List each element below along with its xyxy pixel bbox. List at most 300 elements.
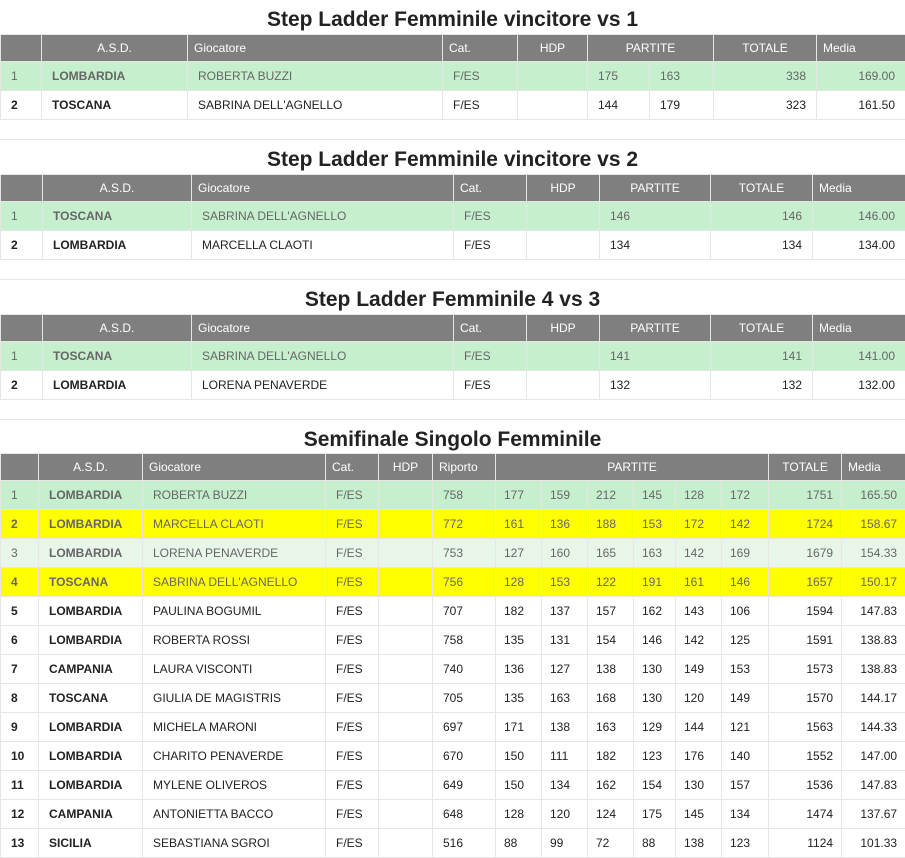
header-cat: Cat.: [443, 35, 518, 62]
average-cell: 146.00: [813, 202, 905, 231]
player-cell: LAURA VISCONTI: [143, 655, 326, 684]
total-cell: 141: [711, 342, 813, 371]
player-cell: LORENA PENAVERDE: [192, 371, 454, 400]
header-hdp: HDP: [518, 35, 588, 62]
player-cell: MARCELLA CLAOTI: [143, 510, 326, 539]
header-giocatore: Giocatore: [192, 175, 454, 202]
game-cell: 160: [542, 539, 588, 568]
hdp-cell: [379, 481, 433, 510]
game-cell: 143: [676, 597, 722, 626]
average-cell: 144.17: [842, 684, 905, 713]
game-cell: 159: [542, 481, 588, 510]
game-cell: 162: [588, 771, 634, 800]
section-title: Step Ladder Femminile 4 vs 3: [0, 287, 905, 313]
category-cell: F/ES: [454, 342, 527, 371]
category-cell: F/ES: [326, 597, 379, 626]
asd-cell: TOSCANA: [39, 568, 143, 597]
header-totale: TOTALE: [769, 454, 842, 481]
player-cell: PAULINA BOGUMIL: [143, 597, 326, 626]
total-cell: 1573: [769, 655, 842, 684]
player-cell: MYLENE OLIVEROS: [143, 771, 326, 800]
category-cell: F/ES: [326, 539, 379, 568]
game-cell: 182: [588, 742, 634, 771]
total-cell: 1679: [769, 539, 842, 568]
position-cell: 3: [1, 539, 39, 568]
game-cell: 171: [496, 713, 542, 742]
header-pos: [1, 175, 43, 202]
category-cell: F/ES: [454, 202, 527, 231]
riporto-cell: 753: [433, 539, 496, 568]
table-row: [1, 742, 905, 771]
table-header: [1, 175, 905, 202]
game-cell: 123: [634, 742, 676, 771]
game-cell: 72: [588, 829, 634, 858]
position-cell: 11: [1, 771, 39, 800]
position-cell: 2: [1, 371, 43, 400]
category-cell: F/ES: [326, 655, 379, 684]
riporto-cell: 740: [433, 655, 496, 684]
game-cell: 130: [676, 771, 722, 800]
hdp-cell: [527, 371, 600, 400]
game-cell: 162: [634, 597, 676, 626]
player-cell: SABRINA DELL'AGNELLO: [188, 91, 443, 120]
game-cell: 142: [722, 510, 769, 539]
table-row: [1, 800, 905, 829]
total-cell: 1124: [769, 829, 842, 858]
game-cell: 129: [634, 713, 676, 742]
game-cell: 153: [634, 510, 676, 539]
position-cell: 6: [1, 626, 39, 655]
table-row: [1, 655, 905, 684]
hdp-cell: [518, 62, 588, 91]
asd-cell: TOSCANA: [42, 91, 188, 120]
table-row: [1, 231, 905, 260]
game-cell: 134: [542, 771, 588, 800]
header-asd: A.S.D.: [39, 454, 143, 481]
player-cell: MARCELLA CLAOTI: [192, 231, 454, 260]
table-body: [1, 62, 905, 120]
hdp-cell: [379, 510, 433, 539]
player-cell: LORENA PENAVERDE: [143, 539, 326, 568]
hdp-cell: [379, 655, 433, 684]
game-cell: 128: [676, 481, 722, 510]
total-cell: 1724: [769, 510, 842, 539]
player-cell: ROBERTA ROSSI: [143, 626, 326, 655]
table-body: [1, 342, 905, 400]
asd-cell: LOMBARDIA: [39, 510, 143, 539]
game-cell: 149: [722, 684, 769, 713]
game-cell: 163: [542, 684, 588, 713]
game-cell: 120: [676, 684, 722, 713]
hdp-cell: [379, 684, 433, 713]
section-title: Step Ladder Femminile vincitore vs 1: [0, 7, 905, 33]
average-cell: 169.00: [817, 62, 905, 91]
category-cell: F/ES: [326, 568, 379, 597]
average-cell: 147.83: [842, 771, 905, 800]
asd-cell: SICILIA: [39, 829, 143, 858]
category-cell: F/ES: [454, 371, 527, 400]
table-row: [1, 829, 905, 858]
hdp-cell: [379, 568, 433, 597]
position-cell: 10: [1, 742, 39, 771]
game-cell: 130: [634, 684, 676, 713]
table-header: [1, 35, 905, 62]
asd-cell: TOSCANA: [39, 684, 143, 713]
table-row: [1, 597, 905, 626]
game-cell: 142: [676, 539, 722, 568]
header-media: Media: [817, 35, 905, 62]
position-cell: 1: [1, 342, 43, 371]
total-cell: 1570: [769, 684, 842, 713]
category-cell: F/ES: [443, 91, 518, 120]
game-cell: 163: [634, 539, 676, 568]
header-totale: TOTALE: [714, 35, 817, 62]
player-cell: MICHELA MARONI: [143, 713, 326, 742]
total-cell: 1552: [769, 742, 842, 771]
game-cell: 172: [722, 481, 769, 510]
hdp-cell: [527, 202, 600, 231]
header-hdp: HDP: [527, 315, 600, 342]
game-cell: 138: [676, 829, 722, 858]
average-cell: 141.00: [813, 342, 905, 371]
category-cell: F/ES: [454, 231, 527, 260]
game-cell: 154: [588, 626, 634, 655]
section-vincitore-vs-1: [0, 0, 905, 120]
player-cell: SABRINA DELL'AGNELLO: [143, 568, 326, 597]
category-cell: F/ES: [443, 62, 518, 91]
average-cell: 132.00: [813, 371, 905, 400]
header-totale: TOTALE: [711, 315, 813, 342]
game-cell: 144: [588, 91, 650, 120]
header-cat: Cat.: [326, 454, 379, 481]
table-row: [1, 62, 905, 91]
game-cell: 144: [676, 713, 722, 742]
table-row: [1, 684, 905, 713]
player-cell: ANTONIETTA BACCO: [143, 800, 326, 829]
total-cell: 323: [714, 91, 817, 120]
position-cell: 2: [1, 510, 39, 539]
game-cell: 137: [542, 597, 588, 626]
section-4-vs-3: [0, 279, 905, 400]
table-row: [1, 510, 905, 539]
game-cell: 134: [600, 231, 711, 260]
game-cell: 172: [676, 510, 722, 539]
game-cell: 136: [496, 655, 542, 684]
table-header: [1, 454, 905, 481]
average-cell: 138.83: [842, 626, 905, 655]
header-riporto: Riporto: [433, 454, 496, 481]
average-cell: 147.83: [842, 597, 905, 626]
asd-cell: LOMBARDIA: [39, 742, 143, 771]
position-cell: 13: [1, 829, 39, 858]
position-cell: 1: [1, 202, 43, 231]
total-cell: 146: [711, 202, 813, 231]
average-cell: 101.33: [842, 829, 905, 858]
header-totale: TOTALE: [711, 175, 813, 202]
game-cell: 88: [634, 829, 676, 858]
asd-cell: LOMBARDIA: [43, 231, 192, 260]
riporto-cell: 772: [433, 510, 496, 539]
position-cell: 5: [1, 597, 39, 626]
total-cell: 132: [711, 371, 813, 400]
game-cell: 138: [588, 655, 634, 684]
game-cell: 124: [588, 800, 634, 829]
hdp-cell: [379, 771, 433, 800]
section-vincitore-vs-2: [0, 139, 905, 260]
table-header: [1, 315, 905, 342]
header-media: Media: [813, 315, 905, 342]
game-cell: 179: [650, 91, 714, 120]
header-cat: Cat.: [454, 175, 527, 202]
game-cell: 145: [676, 800, 722, 829]
total-cell: 1594: [769, 597, 842, 626]
header-partite: PARTITE: [588, 35, 714, 62]
game-cell: 168: [588, 684, 634, 713]
game-cell: 163: [588, 713, 634, 742]
average-cell: 158.67: [842, 510, 905, 539]
average-cell: 147.00: [842, 742, 905, 771]
header-cat: Cat.: [454, 315, 527, 342]
average-cell: 138.83: [842, 655, 905, 684]
asd-cell: LOMBARDIA: [42, 62, 188, 91]
table-row: [1, 771, 905, 800]
asd-cell: CAMPANIA: [39, 655, 143, 684]
asd-cell: LOMBARDIA: [39, 539, 143, 568]
total-cell: 1536: [769, 771, 842, 800]
header-partite: PARTITE: [600, 315, 711, 342]
results-table: [0, 174, 905, 260]
game-cell: 120: [542, 800, 588, 829]
average-cell: 161.50: [817, 91, 905, 120]
category-cell: F/ES: [326, 684, 379, 713]
game-cell: 130: [634, 655, 676, 684]
average-cell: 144.33: [842, 713, 905, 742]
game-cell: 134: [722, 800, 769, 829]
game-cell: 165: [588, 539, 634, 568]
hdp-cell: [379, 626, 433, 655]
game-cell: 127: [496, 539, 542, 568]
riporto-cell: 670: [433, 742, 496, 771]
player-cell: GIULIA DE MAGISTRIS: [143, 684, 326, 713]
game-cell: 191: [634, 568, 676, 597]
game-cell: 161: [676, 568, 722, 597]
game-cell: 163: [650, 62, 714, 91]
game-cell: 135: [496, 684, 542, 713]
hdp-cell: [379, 597, 433, 626]
game-cell: 175: [588, 62, 650, 91]
game-cell: 128: [496, 568, 542, 597]
total-cell: 134: [711, 231, 813, 260]
riporto-cell: 648: [433, 800, 496, 829]
game-cell: 146: [600, 202, 711, 231]
total-cell: 1657: [769, 568, 842, 597]
category-cell: F/ES: [326, 771, 379, 800]
game-cell: 88: [496, 829, 542, 858]
riporto-cell: 705: [433, 684, 496, 713]
game-cell: 150: [496, 742, 542, 771]
average-cell: 165.50: [842, 481, 905, 510]
riporto-cell: 516: [433, 829, 496, 858]
section-semifinale: [0, 419, 905, 858]
game-cell: 136: [542, 510, 588, 539]
asd-cell: LOMBARDIA: [39, 626, 143, 655]
game-cell: 175: [634, 800, 676, 829]
header-media: Media: [813, 175, 905, 202]
table-row: [1, 539, 905, 568]
hdp-cell: [379, 742, 433, 771]
position-cell: 12: [1, 800, 39, 829]
position-cell: 1: [1, 62, 42, 91]
table-row: [1, 568, 905, 597]
player-cell: ROBERTA BUZZI: [188, 62, 443, 91]
header-media: Media: [842, 454, 905, 481]
game-cell: 132: [600, 371, 711, 400]
riporto-cell: 649: [433, 771, 496, 800]
total-cell: 338: [714, 62, 817, 91]
game-cell: 135: [496, 626, 542, 655]
player-cell: SABRINA DELL'AGNELLO: [192, 202, 454, 231]
asd-cell: LOMBARDIA: [39, 713, 143, 742]
average-cell: 150.17: [842, 568, 905, 597]
game-cell: 140: [722, 742, 769, 771]
game-cell: 99: [542, 829, 588, 858]
game-cell: 145: [634, 481, 676, 510]
hdp-cell: [527, 231, 600, 260]
game-cell: 142: [676, 626, 722, 655]
game-cell: 157: [588, 597, 634, 626]
results-table: [0, 314, 905, 400]
player-cell: SABRINA DELL'AGNELLO: [192, 342, 454, 371]
game-cell: 106: [722, 597, 769, 626]
category-cell: F/ES: [326, 481, 379, 510]
position-cell: 8: [1, 684, 39, 713]
header-giocatore: Giocatore: [192, 315, 454, 342]
game-cell: 169: [722, 539, 769, 568]
header-asd: A.S.D.: [42, 35, 188, 62]
header-asd: A.S.D.: [43, 175, 192, 202]
results-table: [0, 453, 905, 858]
position-cell: 2: [1, 231, 43, 260]
hdp-cell: [379, 539, 433, 568]
game-cell: 182: [496, 597, 542, 626]
total-cell: 1591: [769, 626, 842, 655]
game-cell: 150: [496, 771, 542, 800]
asd-cell: LOMBARDIA: [43, 371, 192, 400]
riporto-cell: 707: [433, 597, 496, 626]
position-cell: 7: [1, 655, 39, 684]
asd-cell: CAMPANIA: [39, 800, 143, 829]
category-cell: F/ES: [326, 742, 379, 771]
position-cell: 2: [1, 91, 42, 120]
category-cell: F/ES: [326, 829, 379, 858]
game-cell: 123: [722, 829, 769, 858]
table-body: [1, 481, 905, 858]
game-cell: 131: [542, 626, 588, 655]
table-row: [1, 91, 905, 120]
game-cell: 161: [496, 510, 542, 539]
asd-cell: TOSCANA: [43, 202, 192, 231]
hdp-cell: [379, 713, 433, 742]
game-cell: 176: [676, 742, 722, 771]
game-cell: 127: [542, 655, 588, 684]
total-cell: 1563: [769, 713, 842, 742]
game-cell: 122: [588, 568, 634, 597]
category-cell: F/ES: [326, 713, 379, 742]
game-cell: 188: [588, 510, 634, 539]
game-cell: 141: [600, 342, 711, 371]
game-cell: 111: [542, 742, 588, 771]
header-hdp: HDP: [379, 454, 433, 481]
asd-cell: TOSCANA: [43, 342, 192, 371]
header-pos: [1, 454, 39, 481]
game-cell: 212: [588, 481, 634, 510]
header-giocatore: Giocatore: [143, 454, 326, 481]
game-cell: 149: [676, 655, 722, 684]
header-hdp: HDP: [527, 175, 600, 202]
average-cell: 154.33: [842, 539, 905, 568]
hdp-cell: [527, 342, 600, 371]
game-cell: 128: [496, 800, 542, 829]
average-cell: 134.00: [813, 231, 905, 260]
hdp-cell: [379, 800, 433, 829]
table-row: [1, 202, 905, 231]
category-cell: F/ES: [326, 626, 379, 655]
section-title: Semifinale Singolo Femminile: [0, 427, 905, 453]
table-row: [1, 371, 905, 400]
asd-cell: LOMBARDIA: [39, 771, 143, 800]
riporto-cell: 697: [433, 713, 496, 742]
player-cell: CHARITO PENAVERDE: [143, 742, 326, 771]
results-table: [0, 34, 905, 120]
table-row: [1, 626, 905, 655]
game-cell: 146: [634, 626, 676, 655]
table-body: [1, 202, 905, 260]
table-row: [1, 342, 905, 371]
game-cell: 138: [542, 713, 588, 742]
average-cell: 137.67: [842, 800, 905, 829]
category-cell: F/ES: [326, 510, 379, 539]
game-cell: 153: [542, 568, 588, 597]
category-cell: F/ES: [326, 800, 379, 829]
player-cell: SEBASTIANA SGROI: [143, 829, 326, 858]
game-cell: 177: [496, 481, 542, 510]
asd-cell: LOMBARDIA: [39, 597, 143, 626]
hdp-cell: [518, 91, 588, 120]
game-cell: 157: [722, 771, 769, 800]
table-row: [1, 713, 905, 742]
game-cell: 121: [722, 713, 769, 742]
header-pos: [1, 315, 43, 342]
hdp-cell: [379, 829, 433, 858]
position-cell: 9: [1, 713, 39, 742]
player-cell: ROBERTA BUZZI: [143, 481, 326, 510]
riporto-cell: 758: [433, 481, 496, 510]
riporto-cell: 758: [433, 626, 496, 655]
game-cell: 154: [634, 771, 676, 800]
game-cell: 125: [722, 626, 769, 655]
section-title: Step Ladder Femminile vincitore vs 2: [0, 147, 905, 173]
total-cell: 1474: [769, 800, 842, 829]
riporto-cell: 756: [433, 568, 496, 597]
table-row: [1, 481, 905, 510]
header-asd: A.S.D.: [43, 315, 192, 342]
asd-cell: LOMBARDIA: [39, 481, 143, 510]
game-cell: 153: [722, 655, 769, 684]
position-cell: 1: [1, 481, 39, 510]
header-giocatore: Giocatore: [188, 35, 443, 62]
header-partite: PARTITE: [600, 175, 711, 202]
header-pos: [1, 35, 42, 62]
